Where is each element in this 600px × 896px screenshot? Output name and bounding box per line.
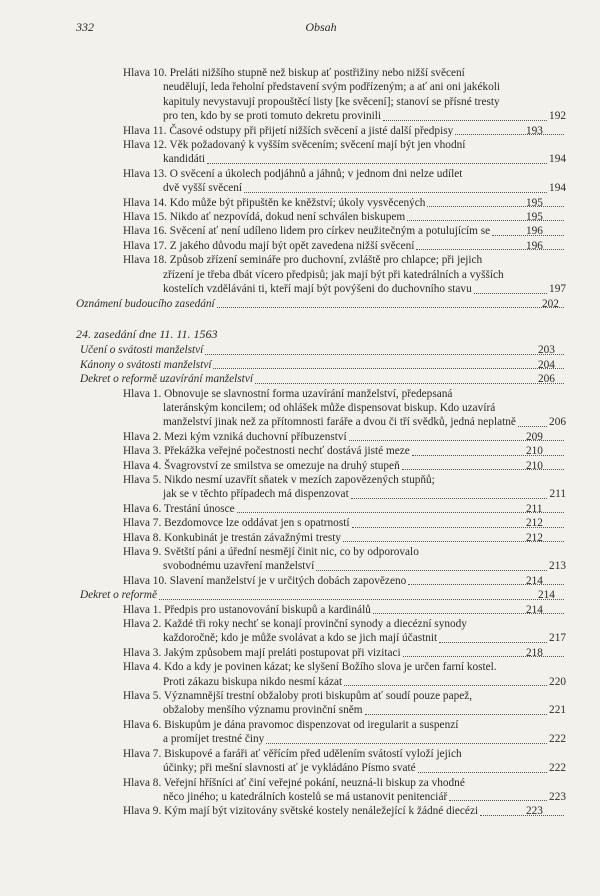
toc-entry-text: pro ten, kdo by se proti tomuto dekretu provinili — [163, 110, 382, 123]
toc-entry-line — [123, 747, 566, 761]
toc-entry-text: svobodnému uzavření manželství — [163, 560, 315, 573]
toc-entry-line — [123, 617, 566, 631]
toc-entry-text: Hlava 17. Z jakého důvodu mají být opět zavedena nižší svěcení — [123, 239, 415, 252]
toc-entry-chapter — [76, 66, 566, 124]
toc-entry-line — [163, 703, 566, 717]
toc-entry-chapter — [76, 776, 566, 805]
toc-entry-line — [163, 95, 566, 109]
toc-entry-line: Hlava 8. Konkubinát je trestán závažnými tresty 212 — [163, 531, 566, 545]
toc-entry-line — [163, 282, 566, 296]
toc-entry-line: Hlava 2. Mezi kým vzniká duchovní příbuzenství 209 — [163, 430, 566, 444]
toc-page-number: 222 — [549, 733, 566, 746]
toc-entry-text: Hlava 15. Nikdo ať nezpovídá, dokud není schválen biskupem — [123, 211, 406, 224]
toc-entry-chapter — [76, 444, 566, 458]
toc-entry-line — [163, 401, 566, 415]
toc-entry-text: Hlava 2. Mezi kým vzniká duchovní příbuzenství — [123, 430, 347, 443]
toc-entry-text: Hlava 4. Švagrovství ze smilstva se omezuje na druhý stupeň — [123, 459, 400, 472]
toc-entry-line — [123, 689, 566, 703]
toc-entry-text: Hlava 14. Kdo může být připuštěn ke kněžství; úkoly vysvěcených — [123, 196, 426, 209]
toc-entry-line — [163, 152, 566, 166]
toc-page-number: 206 — [549, 416, 566, 429]
page-header — [76, 20, 566, 40]
toc-entry-line — [163, 268, 566, 282]
toc-entry-text: Hlava 7. Biskupové a faráři ať věřícím před udělením svátostí vyloží jejich — [123, 747, 462, 760]
toc-entry-chapter — [76, 804, 566, 818]
toc-entry-chapter — [76, 430, 566, 444]
toc-entry-chapter — [76, 167, 566, 196]
toc-page-number: 194 — [549, 153, 566, 166]
toc-entry-line — [163, 487, 566, 501]
toc-entry-chapter — [76, 239, 566, 253]
toc-entry-chapter — [76, 545, 566, 574]
toc-entry-text: Hlava 6. Trestání únosce — [123, 502, 235, 515]
toc-entry-line — [123, 660, 566, 674]
toc-entry-decree-marriage: Dekret o reformě uzavírání manželství 206 — [76, 372, 566, 386]
leader-dots — [455, 134, 564, 135]
leader-dots — [207, 163, 547, 164]
toc-entry-text: něco jiného; u katedrálních kostelů se má ustanovit penitenciář — [163, 790, 448, 803]
toc-page-number: 192 — [549, 110, 566, 123]
toc-entry-text: a promíjet trestné činy — [163, 733, 265, 746]
table-of-contents — [0, 66, 600, 819]
session-heading: 24. zasedání dne 11. 11. 1563 — [76, 326, 218, 341]
toc-entry-chapter — [76, 646, 566, 660]
toc-entry-text: Hlava 16. Svěcení ať není udíleno lidem pro církev neužitečným a potulujícím se — [123, 225, 491, 238]
leader-dots — [418, 772, 547, 773]
leader-dots — [518, 426, 547, 427]
leader-dots — [480, 815, 564, 816]
chapter-list-session23 — [0, 66, 600, 297]
toc-entry-line — [163, 80, 566, 94]
toc-entry-text: Hlava 4. Kdo a kdy je povinen kázat; ke slyšení Božího slova je určen farní kostel. — [123, 661, 497, 674]
toc-entry-line: Hlava 9. Kým mají být vizitovány světské kostely nenáležející k žádné diecézi 223 — [163, 804, 566, 818]
toc-page-number: 223 — [549, 790, 566, 803]
toc-entry-text: kostelích vzděláváni ti, kteří mají být povýšeni do duchovního stavu — [163, 283, 472, 296]
leader-dots — [365, 714, 548, 715]
leader-dots — [427, 206, 564, 207]
toc-entry-chapter — [76, 210, 566, 224]
toc-entry-canons: Kánony o svátosti manželství 204 — [76, 358, 566, 372]
running-title: Obsah — [305, 20, 337, 34]
toc-entry-text: dvě vyšší svěcení — [163, 182, 243, 195]
toc-entry-text: Hlava 8. Konkubinát je trestán závažnými tresty — [123, 531, 342, 544]
toc-entry-text: Hlava 3. Jakým způsobem mají preláti postupovat při vizitaci — [123, 646, 401, 659]
toc-entry-chapter — [76, 224, 566, 238]
toc-entry-text: Hlava 10. Preláti nižšího stupně než biskup ať postřižiny nebo nižší svěcení — [123, 67, 465, 79]
toc-entry-text: Hlava 7. Bezdomovce lze oddávat jen s opatrností — [123, 517, 350, 530]
toc-entry-chapter — [76, 473, 566, 502]
toc-entry-chapter — [76, 196, 566, 210]
leader-dots — [474, 293, 547, 294]
toc-entry-line — [163, 790, 566, 804]
toc-entry-chapter — [76, 718, 566, 747]
toc-entry-line — [123, 253, 566, 267]
toc-entry-text: účinky; při mešní slavnosti ať je vykládáno Písmo svaté — [163, 762, 416, 775]
leader-dots — [344, 685, 547, 686]
toc-entry-text: každoročně; kdo je může svolávat a kdo se jich mají účastnit — [163, 632, 438, 645]
toc-entry-line — [123, 387, 566, 401]
leader-dots — [439, 642, 547, 643]
toc-entry-text: Hlava 3. Překážka veřejné počestnosti nechť dostává jisté meze — [123, 445, 410, 458]
toc-entry-text: neudělují, leda řeholní představení svým podřízeným; a ať ani oni jakékoli — [163, 81, 501, 94]
toc-entry-chapter — [76, 689, 566, 718]
toc-entry-line — [163, 415, 566, 429]
toc-entry-text: Hlava 2. Každé tři roky nechť se konají provinční synody a diecézní synody — [123, 618, 467, 631]
toc-entry-text: zřízení je třeba dbát vícero předpisů; jak mají být při katedrálních a vyšších — [163, 268, 504, 281]
toc-entry-line — [163, 732, 566, 746]
toc-entry-line — [163, 559, 566, 573]
toc-entry-text: lateránským koncilem; od ohlášek může dispensovat biskup. Kdo uzavírá — [163, 401, 496, 414]
leader-dots — [383, 120, 547, 121]
toc-page-number: 222 — [549, 762, 566, 775]
toc-entry-line: Hlava 3. Překážka veřejné počestnosti nechť dostává jisté meze 210 — [163, 444, 566, 458]
toc-entry-line — [123, 545, 566, 559]
toc-entry-line: Hlava 7. Bezdomovce lze oddávat jen s opatrností 212 — [163, 516, 566, 530]
toc-entry-line — [163, 675, 566, 689]
toc-entry-line: Hlava 10. Slavení manželství je v určitých dobách zapovězeno 214 — [163, 574, 566, 588]
leader-dots — [449, 800, 547, 801]
toc-page-number: 213 — [549, 560, 566, 573]
toc-entry-chapter — [76, 660, 566, 689]
toc-entry-text: obžaloby menšího významu provinční sněm — [163, 704, 363, 717]
toc-entry-text: Hlava 1. Obnovuje se slavnostní forma uzavírání manželství, předepsaná — [123, 387, 453, 400]
toc-entry-line: Hlava 1. Předpis pro ustanovování biskupů a kardinálů 214 — [163, 603, 566, 617]
toc-entry-text: jak se v těchto případech má dispenzovat — [163, 488, 349, 501]
leader-dots — [316, 570, 547, 571]
toc-page-number: 220 — [549, 675, 566, 688]
toc-page-number: 194 — [549, 182, 566, 195]
toc-entry-chapter — [76, 747, 566, 776]
toc-entry-decree-reform: Dekret o reformě 214 — [76, 588, 566, 602]
page-number: 332 — [76, 20, 94, 34]
toc-entry-chapter — [76, 138, 566, 167]
toc-entry-line — [123, 66, 566, 80]
toc-entry-text: Hlava 10. Slavení manželství je v určitých dobách zapovězeno — [123, 574, 407, 587]
toc-entry-text: Proti zákazu biskupa nikdo nesmí kázat — [163, 675, 343, 688]
toc-entry-chapter — [76, 531, 566, 545]
toc-entry-text: Hlava 6. Biskupům je dána pravomoc dispenzovat od iregularit a suspenzí — [123, 718, 459, 731]
toc-entry-text: Hlava 13. O svěcení a úkolech podjáhnů a jáhnů; v jednom dni nelze udílet — [123, 167, 463, 180]
leader-dots — [351, 498, 548, 499]
leader-dots — [244, 192, 547, 193]
toc-entry-text: Hlava 5. Nikdo nesmí uzavřít sňatek v mezích zapovězených stupňů; — [123, 473, 435, 486]
toc-entry-line — [163, 109, 566, 123]
toc-entry-line: Hlava 11. Časové odstupy při přijetí nižších svěcení a jisté další předpisy 193 — [163, 124, 566, 138]
toc-entry-text: Hlava 5. Významnější trestní obžaloby proti biskupům ať soudí pouze papež, — [123, 690, 473, 703]
toc-entry-chapter — [76, 459, 566, 473]
toc-entry-chapter — [76, 124, 566, 138]
toc-entry-chapter — [76, 387, 566, 430]
toc-entry-text: Hlava 18. Způsob zřízení semináře pro duchovní, zvláště pro chlapce; při jejich — [123, 254, 483, 267]
toc-page-number: 217 — [549, 632, 566, 645]
toc-entry-teaching: Učení o svátosti manželství 203 — [76, 343, 566, 357]
toc-entry-line — [123, 718, 566, 732]
toc-page-number: 197 — [549, 283, 566, 296]
toc-entry-line — [123, 473, 566, 487]
toc-entry-text: Hlava 9. Světští páni a úřední nesmějí činit nic, co by odporovalo — [123, 546, 419, 558]
toc-entry-text: kapituly nevystavují propouštěcí listy [ke svěcení]; stanoví se přísné tresty — [163, 95, 500, 108]
chapter-list-reform — [0, 603, 600, 819]
toc-entry-line: Hlava 16. Svěcení ať není udíleno lidem pro církev neužitečným a potulujícím se 196 — [163, 224, 566, 238]
toc-entry-chapter — [76, 574, 566, 588]
toc-entry-text: Hlava 8. Veřejní hříšníci ať činí veřejné pokání, neuzná-li biskup za vhodné — [123, 776, 465, 789]
toc-entry-chapter — [76, 617, 566, 646]
toc-entry-line — [123, 776, 566, 790]
toc-entry-text: manželství jinak než za přítomnosti faráře a dvou či tří svědků, jedná neplatně — [163, 416, 516, 429]
toc-entry-line — [163, 761, 566, 775]
toc-page-number: 211 — [549, 488, 566, 501]
toc-entry-line: Hlava 4. Švagrovství ze smilstva se omezuje na druhý stupeň 210 — [163, 459, 566, 473]
toc-entry-line — [163, 181, 566, 195]
toc-entry-text: Hlava 9. Kým mají být vizitovány světské kostely nenáležející k žádné diecézi — [123, 805, 479, 818]
toc-entry-chapter — [76, 253, 566, 296]
toc-entry-line: Hlava 14. Kdo může být připuštěn ke kněžství; úkoly vysvěcených 195 — [163, 196, 566, 210]
toc-entry-chapter — [76, 603, 566, 617]
toc-entry-line — [123, 138, 566, 152]
toc-entry-text: Hlava 12. Věk požadovaný k vyšším svěcením; svěcení mají být jen vhodní — [123, 139, 466, 152]
toc-entry-chapter — [76, 516, 566, 530]
toc-entry-text: Hlava 1. Předpis pro ustanovování biskupů a kardinálů — [123, 603, 371, 616]
toc-entry-line — [123, 167, 566, 181]
toc-entry-line: Hlava 3. Jakým způsobem mají preláti postupovat při vizitaci 218 — [163, 646, 566, 660]
toc-entry-line: Hlava 6. Trestání únosce 211 — [163, 502, 566, 516]
toc-entry-text: kandidáti — [163, 153, 206, 166]
toc-page-number: 221 — [549, 704, 566, 717]
toc-entry-announcement: Oznámení budoucího zasedání 202 — [76, 297, 566, 311]
toc-entry-line — [163, 631, 566, 645]
chapter-list-marriage — [0, 387, 600, 589]
toc-entry-line: Hlava 17. Z jakého důvodu mají být opět zavedena nižší svěcení 196 — [163, 239, 566, 253]
toc-entry-chapter — [76, 502, 566, 516]
leader-dots — [266, 743, 547, 744]
toc-entry-line: Hlava 15. Nikdo ať nezpovídá, dokud není schválen biskupem 195 — [163, 210, 566, 224]
toc-entry-text: Hlava 11. Časové odstupy při přijetí nižších svěcení a jisté další předpisy — [123, 124, 454, 137]
leader-dots — [237, 512, 564, 513]
